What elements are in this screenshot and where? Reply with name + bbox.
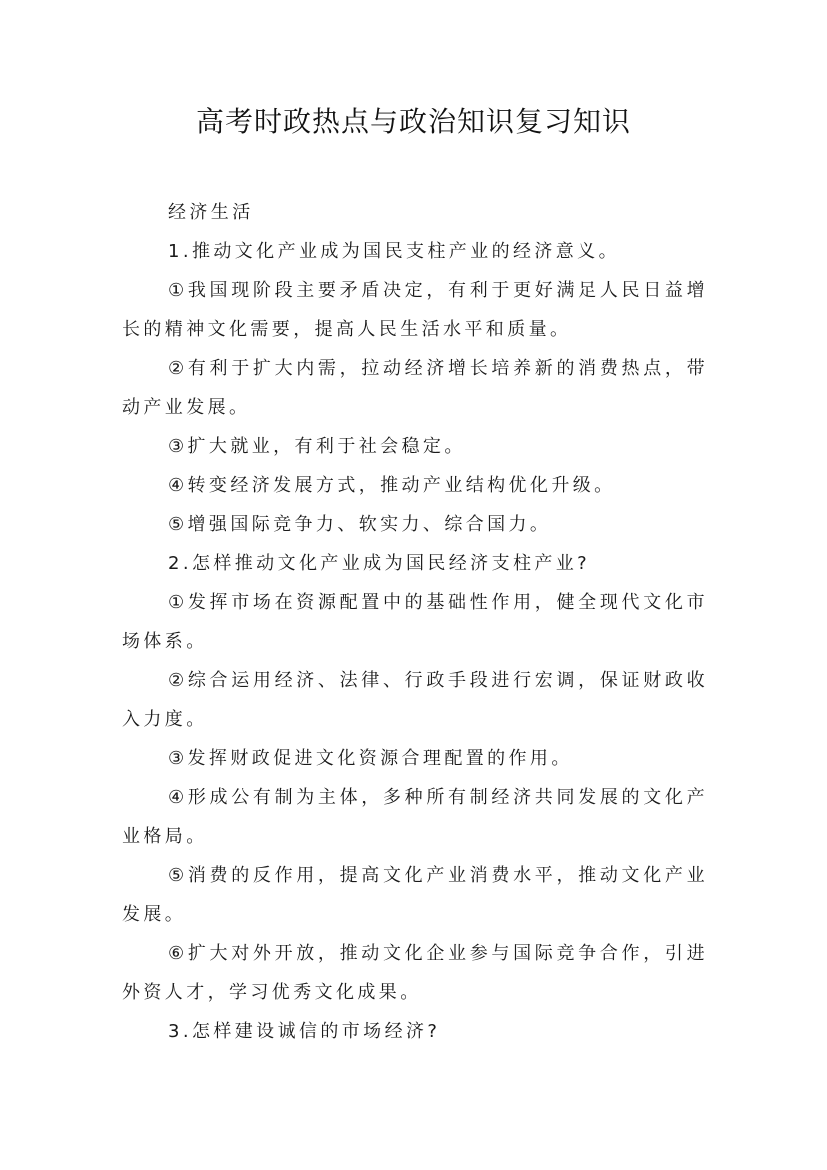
list-item: ③发挥财政促进文化资源合理配置的作用。	[168, 748, 573, 769]
list-item: ①发挥市场在资源配置中的基础性作用，健全现代文化市场体系。	[122, 592, 708, 652]
question-heading: 3.怎样建设诚信的市场经济?	[168, 1021, 441, 1042]
document-body	[122, 193, 708, 1051]
question-heading: 1.推动文化产业成为国民支柱产业的经济意义。	[168, 241, 620, 262]
list-item: ⑤增强国际竞争力、软实力、综合国力。	[168, 514, 552, 535]
list-item: ④转变经济发展方式，推动产业结构优化升级。	[168, 475, 616, 496]
section-heading: 经济生活	[168, 202, 254, 223]
list-item: ①我国现阶段主要矛盾决定，有利于更好满足人民日益增长的精神文化需要，提高人民生活水平和质量。	[122, 280, 708, 340]
list-item: ②有利于扩大内需，拉动经济增长培养新的消费热点，带动产业发展。	[122, 358, 708, 418]
question-heading: 2.怎样推动文化产业成为国民经济支柱产业?	[168, 553, 591, 574]
list-item: ⑤消费的反作用，提高文化产业消费水平，推动文化产业发展。	[122, 865, 708, 925]
list-item: ③扩大就业，有利于社会稳定。	[168, 436, 466, 457]
list-item: ②综合运用经济、法律、行政手段进行宏调，保证财政收入力度。	[122, 670, 708, 730]
list-item: ④形成公有制为主体，多种所有制经济共同发展的文化产业格局。	[122, 787, 708, 847]
list-item: ⑥扩大对外开放，推动文化企业参与国际竞争合作，引进外资人才，学习优秀文化成果。	[122, 943, 708, 1003]
document-title: 高考时政热点与政治知识复习知识	[195, 105, 631, 138]
